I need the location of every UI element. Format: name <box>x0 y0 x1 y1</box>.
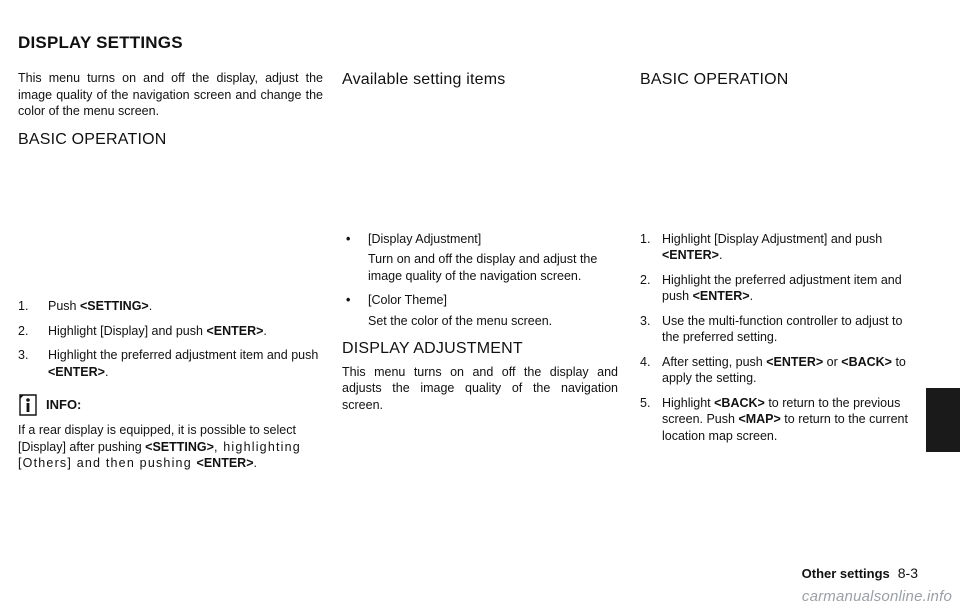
adjustment-steps-list <box>640 231 916 445</box>
info-header <box>18 394 323 416</box>
key-label: <MAP> <box>738 412 781 426</box>
list-item <box>640 354 916 387</box>
intro-paragraph: This menu turns on and off the display, adjust the image quality of the navigation screen and change the color of the menu screen. <box>18 71 323 118</box>
info-text: If a rear display is equipped, it is possible to select [Display] after pushing <box>18 423 296 454</box>
step-text-mid: to return to the previous screen. Push <box>662 395 901 426</box>
watermark: carmanualsonline.info <box>801 588 952 605</box>
step-text-end: . <box>104 364 109 379</box>
step-number: 3. <box>640 313 651 328</box>
step-text: Highlight [Display Adjustment] and push <box>662 231 883 246</box>
column-left <box>18 70 323 472</box>
step-text-end: . <box>148 299 153 313</box>
step-text: Push <box>48 299 80 313</box>
column-middle <box>342 72 618 413</box>
info-text-mid: , highlighting [Others] and then pushing <box>18 439 301 470</box>
step-text-end: . <box>749 289 754 303</box>
item-description: Turn on and off the display and adjust the image quality of the navigation screen. <box>368 252 598 283</box>
steps-list <box>18 298 323 380</box>
display-adjustment-heading: DISPLAY ADJUSTMENT <box>342 340 523 357</box>
bullet-icon: • <box>346 293 351 307</box>
list-item <box>18 298 323 315</box>
step-number: 2. <box>18 323 29 338</box>
list-item <box>18 347 323 380</box>
step-number: 3. <box>18 348 29 362</box>
step-text-end: . <box>263 323 267 338</box>
step-text-end: . <box>718 248 723 262</box>
info-label: INFO: <box>46 396 82 412</box>
step-text-end: to return to the current location map screen. <box>662 412 908 443</box>
available-items-heading: Available setting items <box>342 71 506 88</box>
list-item <box>342 231 618 285</box>
step-text: Highlight the preferred adjustment item and push <box>48 348 319 362</box>
step-text: Highlight [Display] and push <box>48 323 207 338</box>
list-item <box>18 323 323 340</box>
key-label: <ENTER> <box>662 248 719 262</box>
list-item <box>640 395 916 445</box>
info-text-end: . <box>253 456 257 470</box>
display-adjustment-paragraph: This menu turns on and off the display and adjusts the image quality of the navigation screen. <box>342 364 618 412</box>
key-label: <BACK> <box>841 354 892 369</box>
step-text: Highlight <box>662 395 715 410</box>
list-item <box>640 231 916 264</box>
step-number: 5. <box>640 395 651 410</box>
item-description: Set the color of the menu screen. <box>368 313 553 328</box>
item-title: [Display Adjustment] <box>368 231 482 246</box>
key-label: <ENTER> <box>692 289 750 303</box>
page-title: DISPLAY SETTINGS <box>18 33 183 52</box>
step-text-end: to apply the setting. <box>662 354 906 385</box>
list-item <box>640 272 916 305</box>
step-number: 4. <box>640 354 651 369</box>
basic-operation-heading: BASIC OPERATION <box>18 130 167 148</box>
step-number: 2. <box>640 272 651 287</box>
step-number: 1. <box>640 231 651 246</box>
step-text-mid: or <box>823 354 842 369</box>
page-footer <box>802 565 918 581</box>
bullet-icon: • <box>346 231 351 246</box>
list-item <box>640 313 916 346</box>
step-number: 1. <box>18 299 29 313</box>
step-text: Use the multi-function controller to adjust to the preferred setting. <box>662 313 903 344</box>
key-label: <ENTER> <box>206 323 264 338</box>
setting-items-list <box>342 231 618 330</box>
list-item <box>342 292 618 329</box>
chapter-tab <box>926 388 960 452</box>
info-icon <box>18 394 38 416</box>
footer-section-title: Other settings <box>801 566 890 581</box>
key-label: <BACK> <box>714 395 765 410</box>
column-right <box>640 72 916 452</box>
page-number: 8-3 <box>897 565 918 581</box>
step-text: Highlight the preferred adjustment item and push <box>662 272 902 303</box>
item-title: [Color Theme] <box>368 293 447 307</box>
info-paragraph <box>18 422 323 472</box>
key-label: <ENTER> <box>196 456 254 470</box>
basic-operation-heading-2: BASIC OPERATION <box>640 71 789 88</box>
key-label: <SETTING> <box>145 439 214 454</box>
key-label: <ENTER> <box>766 354 824 369</box>
step-text: After setting, push <box>662 354 767 369</box>
key-label: <SETTING> <box>79 299 149 313</box>
key-label: <ENTER> <box>48 364 105 379</box>
